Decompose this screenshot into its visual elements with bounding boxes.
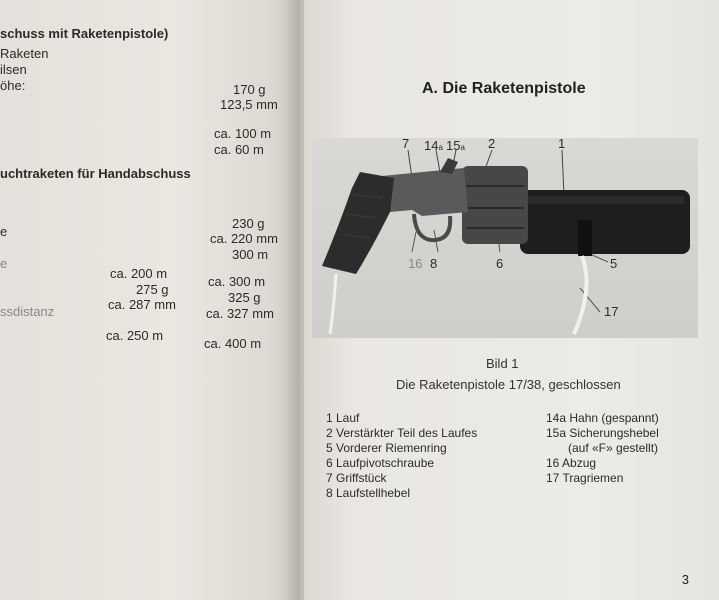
right-page — [304, 0, 719, 600]
text-e-1: e — [0, 224, 8, 239]
legend-item-6: 6 Laufpivotschraube — [326, 456, 435, 470]
value-ca200m: ca. 200 m — [110, 266, 168, 281]
text-ilsen: ilsen — [0, 62, 27, 77]
value-ca60m: ca. 60 m — [214, 142, 264, 157]
legend-item-5: 5 Vorderer Riemenring — [326, 441, 447, 455]
value-300mm: 300 m — [232, 247, 269, 262]
legend-item-16: 16 Abzug — [546, 456, 597, 470]
legend-item-17: 17 Tragriemen — [546, 471, 624, 485]
figure-caption: Die Raketenpistole 17/38, geschlossen — [396, 377, 621, 392]
section-heading-1: schuss mit Raketenpistole) — [0, 26, 169, 41]
value-ca287mm: ca. 287 mm — [108, 297, 176, 312]
value-1235mm: 123,5 mm — [220, 97, 278, 112]
left-page — [0, 0, 296, 600]
label-15a — [446, 138, 465, 153]
value-325g: 325 g — [228, 290, 261, 305]
label-7: 7 — [402, 138, 410, 151]
value-ca220mm: ca. 220 mm — [210, 231, 278, 246]
value-ca100m: ca. 100 m — [214, 126, 272, 141]
label-6: 6 — [496, 256, 504, 271]
label-17: 17 — [604, 304, 619, 319]
value-170g: 170 g — [233, 82, 266, 97]
legend-item-2: 2 Verstärkter Teil des Laufes — [326, 426, 478, 440]
pistol-photo — [312, 138, 698, 338]
label-8: 8 — [430, 256, 438, 271]
label-14a-number: 14 — [424, 138, 439, 153]
page-number: 3 — [681, 572, 689, 587]
label-5: 5 — [610, 256, 618, 271]
text-raketen: Raketen — [0, 46, 49, 61]
text-e-2: e — [0, 256, 8, 271]
legend-item-15a-note: (auf «F» gestellt) — [568, 441, 659, 455]
label-15a-suffix: a — [460, 143, 465, 152]
value-ca327mm: ca. 327 mm — [206, 306, 274, 321]
figure-number: Bild 1 — [486, 356, 519, 371]
flare-pistol-illustration — [312, 138, 698, 338]
label-14a-suffix: a — [438, 143, 443, 152]
value-ca250m: ca. 250 m — [106, 328, 164, 343]
legend-item-8: 8 Laufstellhebel — [326, 486, 411, 500]
label-16: 16 — [408, 256, 423, 271]
label-1: 1 — [558, 138, 566, 151]
legend-item-1: 1 Lauf — [326, 411, 360, 425]
label-14a — [424, 138, 443, 153]
page-title: A. Die Raketenpistole — [422, 80, 586, 97]
value-275g: 275 g — [136, 282, 169, 297]
text-ssdistanz: ssdistanz — [0, 304, 55, 319]
legend-item-7: 7 Griffstück — [326, 471, 387, 485]
label-15a-number: 15 — [446, 138, 461, 153]
section-heading-2: uchtraketen für Handabschuss — [0, 166, 191, 181]
value-ca300m: ca. 300 m — [208, 274, 266, 289]
value-230g: 230 g — [232, 216, 265, 231]
legend-item-15a: 15a Sicherungshebel — [546, 426, 659, 440]
text-hoehe: öhe: — [0, 78, 26, 93]
value-ca400m: ca. 400 m — [204, 336, 262, 351]
legend-item-14a: 14a Hahn (gespannt) — [546, 411, 659, 425]
label-2: 2 — [488, 138, 496, 151]
